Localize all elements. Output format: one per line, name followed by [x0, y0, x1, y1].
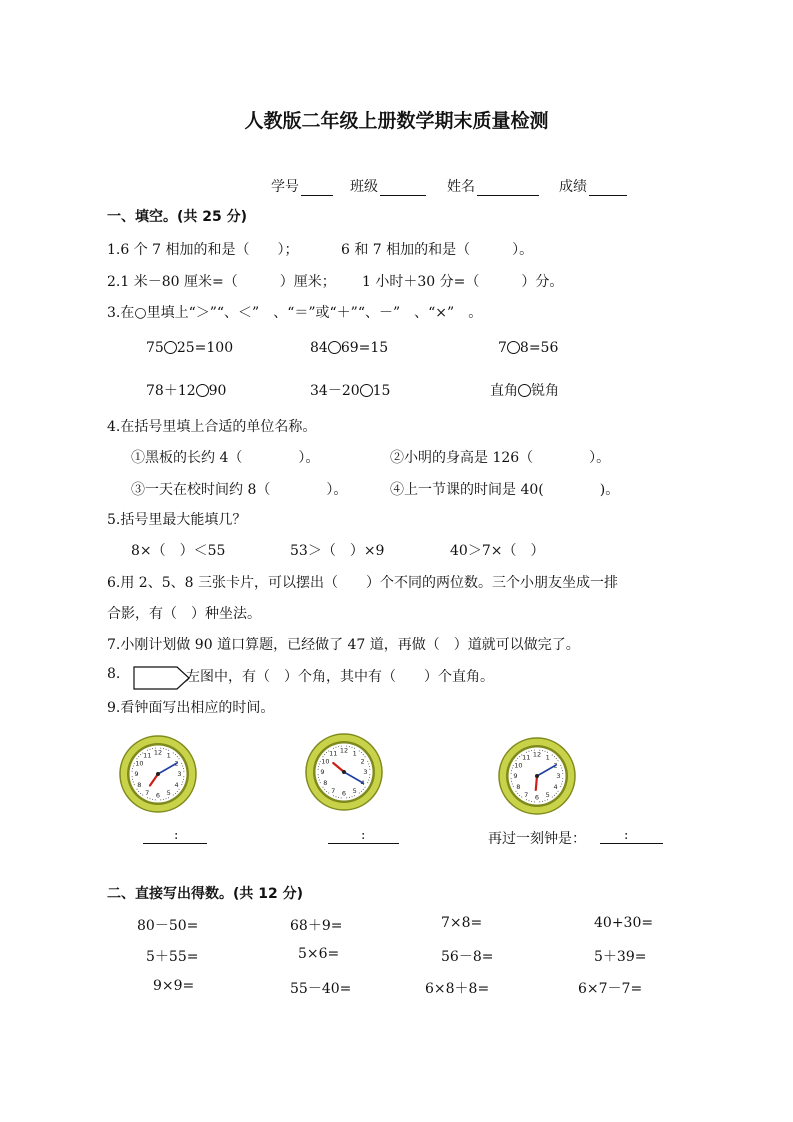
minute-dot — [369, 774, 370, 775]
minute-dot — [511, 781, 512, 782]
section-1-heading: 一、填空。(共 25 分) — [107, 209, 248, 225]
question-5c: 40＞7×（ ） — [450, 543, 545, 559]
compare-circle[interactable] — [518, 384, 531, 397]
compare-left: 7 — [498, 340, 507, 356]
calc-item: 80－50= — [137, 918, 199, 934]
minute-dot — [163, 748, 164, 749]
minute-dot — [547, 799, 548, 800]
minute-dot — [545, 800, 546, 801]
minute-dot — [560, 765, 561, 766]
minute-dot — [134, 784, 135, 785]
minute-dot — [562, 778, 563, 779]
minute-dot — [542, 801, 543, 802]
compare-right: 90 — [208, 383, 227, 399]
minute-dot — [511, 773, 512, 774]
compare-left: 34－20 — [310, 383, 360, 399]
minute-dot — [369, 769, 370, 770]
clock-numeral: 9 — [320, 768, 325, 777]
minute-dot — [142, 795, 143, 796]
minute-dot — [140, 754, 141, 755]
clock-numeral: 5 — [545, 790, 550, 799]
minute-dot — [149, 749, 150, 750]
time-colon-1: : — [174, 828, 179, 843]
minute-dot — [526, 799, 527, 800]
clock-numeral: 6 — [155, 791, 161, 800]
question-6a: 6.用 2、5、8 三张卡片，可以摆出（ ）个不同的两位数。三个小朋友坐成一排 — [107, 575, 618, 591]
class-text: 班级 — [350, 179, 378, 195]
clock-numeral: 10 — [135, 759, 144, 768]
score-blank[interactable] — [589, 181, 627, 196]
minute-dot — [338, 797, 339, 798]
clock-center-pin — [156, 772, 160, 776]
minute-dot — [511, 770, 512, 771]
compare-left: 78＋12 — [146, 383, 196, 399]
time-answer-line-3[interactable] — [600, 843, 663, 844]
compare-item — [146, 340, 233, 356]
question-3: 3.在○里填上“＞”“、＜” 、“＝”或“＋”“、－” 、“×” 。 — [107, 305, 483, 321]
clock-numeral: 6 — [534, 793, 540, 802]
compare-item — [310, 340, 388, 356]
minute-dot — [511, 778, 512, 779]
calc-item: 68＋9= — [290, 918, 343, 934]
question-4d: ④上一节课的时间是 40( )。 — [390, 482, 620, 498]
minute-dot — [513, 786, 514, 787]
question-5b: 53＞（ ）×9 — [290, 543, 385, 559]
question-2b: 1 小时＋30 分=（ ）分。 — [362, 274, 564, 290]
minute-dot — [182, 765, 183, 766]
question-8-number: 8. — [107, 666, 121, 682]
clock-numeral: 2 — [360, 757, 365, 766]
minute-dot — [363, 754, 364, 755]
minute-dot — [519, 756, 520, 757]
question-1a: 1.6 个 7 相加的和是（ ）； — [107, 242, 299, 258]
minute-dot — [542, 750, 543, 751]
minute-dot — [562, 770, 563, 771]
minute-dot — [368, 763, 369, 764]
minute-dot — [319, 780, 320, 781]
minute-dot — [318, 774, 319, 775]
minute-dot — [333, 795, 334, 796]
compare-circle[interactable] — [164, 341, 177, 354]
compare-item — [310, 380, 390, 400]
minute-dot — [132, 776, 133, 777]
minute-dot — [182, 782, 183, 783]
compare-item — [490, 380, 559, 400]
clock-numeral: 1 — [545, 753, 550, 762]
minute-dot — [177, 791, 178, 792]
minute-dot — [328, 793, 329, 794]
minute-dot — [175, 793, 176, 794]
clock-numeral: 9 — [513, 772, 518, 781]
quarter-later-label: 再过一刻钟是： — [488, 831, 586, 847]
student-id-blank[interactable] — [301, 181, 333, 196]
minute-dot — [149, 798, 150, 799]
minute-dot — [183, 779, 184, 780]
pentagon-shape-figure — [133, 666, 191, 690]
hour-hand — [536, 776, 537, 790]
compare-circle[interactable] — [328, 341, 341, 354]
minute-dot — [138, 791, 139, 792]
time-colon-2: : — [361, 828, 366, 843]
compare-circle[interactable] — [360, 384, 373, 397]
page-title: 人教版二年级上册数学期末质量检测 — [244, 110, 549, 132]
minute-dot — [147, 797, 148, 798]
calc-item: 55－40= — [290, 981, 352, 997]
clock-numeral: 12 — [532, 750, 542, 759]
minute-dot — [552, 754, 553, 755]
score-text: 成绩 — [559, 179, 587, 195]
compare-right: 15 — [372, 383, 391, 399]
clock-numeral: 1 — [166, 751, 171, 760]
minute-dot — [318, 777, 319, 778]
clock-numeral: 3 — [556, 772, 561, 781]
minute-dot — [562, 773, 563, 774]
question-7: 7.小刚计划做 90 道口算题，已经做了 47 道，再做（ ）道就可以做完了。 — [107, 637, 580, 653]
minute-dot — [319, 763, 320, 764]
question-4b: ②小明的身高是 126（ ）。 — [390, 450, 611, 466]
compare-left: 75 — [146, 340, 164, 356]
minute-dot — [320, 782, 321, 783]
question-5: 5.括号里最大能填几？ — [107, 512, 247, 528]
minute-dot — [132, 768, 133, 769]
minute-dot — [318, 766, 319, 767]
student-id-text: 学号 — [271, 179, 299, 195]
minute-dot — [175, 754, 176, 755]
clock-numeral: 4 — [174, 780, 179, 789]
minute-dot — [166, 798, 167, 799]
minute-dot — [517, 793, 518, 794]
minute-dot — [521, 797, 522, 798]
name-label — [447, 176, 539, 196]
minute-dot — [177, 756, 178, 757]
clock-numeral: 3 — [177, 770, 182, 779]
minute-dot — [556, 793, 557, 794]
student-id-label — [271, 176, 333, 196]
clock-numeral: 8 — [323, 778, 328, 787]
time-answer-line-2[interactable] — [328, 843, 399, 844]
question-4a: ①黑板的长约 4（ ）。 — [131, 450, 320, 466]
minute-dot — [361, 752, 362, 753]
minute-dot — [183, 768, 184, 769]
clock-face-1 — [118, 734, 198, 814]
minute-dot — [140, 793, 141, 794]
minute-dot — [519, 795, 520, 796]
question-8-text: 左图中，有（ ）个角，其中有（ ）个直角。 — [186, 669, 494, 685]
score-label — [559, 176, 627, 196]
compare-left: 84 — [310, 340, 328, 356]
minute-dot — [359, 750, 360, 751]
minute-dot — [354, 795, 355, 796]
compare-item — [146, 380, 226, 400]
minute-dot — [361, 791, 362, 792]
minute-dot — [562, 781, 563, 782]
clock-numeral: 12 — [339, 746, 349, 755]
calc-item: 56－8= — [441, 949, 494, 965]
name-text: 姓名 — [447, 179, 475, 195]
clock-numeral: 8 — [137, 780, 142, 789]
question-6b: 合影，有（ ）种坐法。 — [107, 606, 261, 622]
time-colon-3: : — [624, 828, 629, 843]
time-answer-line-1[interactable] — [143, 843, 207, 844]
minute-dot — [349, 797, 350, 798]
clock-numeral: 8 — [516, 782, 521, 791]
clock-numeral: 7 — [145, 788, 150, 797]
calc-item: 40+30= — [594, 915, 654, 931]
compare-circle[interactable] — [507, 341, 520, 354]
minute-dot — [318, 769, 319, 770]
minute-dot — [368, 780, 369, 781]
minute-dot — [531, 801, 532, 802]
clock-numeral: 7 — [524, 790, 529, 799]
clock-center-pin — [342, 770, 346, 774]
minute-dot — [335, 796, 336, 797]
clock-numeral: 5 — [352, 786, 357, 795]
minute-dot — [517, 758, 518, 759]
calc-item: 6×8＋8= — [425, 981, 490, 997]
minute-dot — [326, 791, 327, 792]
clock-numeral: 9 — [134, 770, 139, 779]
minute-dot — [324, 754, 325, 755]
minute-dot — [346, 797, 347, 798]
calc-item: 6×7－7= — [578, 981, 643, 997]
clock-face-2 — [304, 732, 384, 812]
name-blank[interactable] — [477, 181, 539, 196]
compare-right: 锐角 — [531, 383, 559, 399]
minute-dot — [181, 784, 182, 785]
clock-numeral: 4 — [553, 782, 558, 791]
minute-dot — [183, 771, 184, 772]
minute-dot — [359, 793, 360, 794]
minute-dot — [168, 797, 169, 798]
minute-dot — [181, 763, 182, 764]
minute-dot — [349, 746, 350, 747]
minute-dot — [166, 749, 167, 750]
compare-right: 25=100 — [176, 340, 234, 356]
minute-dot — [367, 761, 368, 762]
clock-face-3 — [497, 736, 577, 816]
clock-numeral: 7 — [331, 786, 336, 795]
question-5a: 8×（ ）＜55 — [131, 543, 226, 559]
minute-dot — [512, 784, 513, 785]
minute-dot — [552, 797, 553, 798]
compare-right: 69=15 — [340, 340, 389, 356]
clock-numeral: 11 — [329, 749, 338, 758]
minute-dot — [556, 758, 557, 759]
minute-dot — [363, 789, 364, 790]
compare-left: 直角 — [490, 383, 518, 399]
minute-dot — [132, 779, 133, 780]
clock-numeral: 3 — [363, 768, 368, 777]
minute-dot — [512, 767, 513, 768]
calc-item: 7×8= — [441, 915, 483, 931]
minute-dot — [138, 756, 139, 757]
minute-dot — [335, 747, 336, 748]
calc-item: 5＋55= — [146, 949, 199, 965]
compare-right: 8=56 — [519, 340, 559, 356]
class-label — [350, 176, 426, 196]
clock-numeral: 11 — [522, 753, 531, 762]
minute-dot — [163, 799, 164, 800]
calc-item: 9×9= — [153, 978, 195, 994]
question-4c: ③一天在校时间约 8（ ）。 — [131, 482, 348, 498]
minute-dot — [160, 799, 161, 800]
minute-dot — [528, 800, 529, 801]
compare-item — [498, 340, 558, 356]
minute-dot — [183, 776, 184, 777]
class-blank[interactable] — [380, 181, 426, 196]
minute-dot — [173, 752, 174, 753]
minute-dot — [528, 751, 529, 752]
calc-item: 5×6= — [298, 946, 340, 962]
minute-dot — [554, 756, 555, 757]
question-1b: 6 和 7 相加的和是（ ）。 — [341, 242, 534, 258]
minute-dot — [554, 795, 555, 796]
minute-dot — [152, 799, 153, 800]
minute-dot — [326, 752, 327, 753]
clock-numeral: 12 — [153, 748, 163, 757]
minute-dot — [545, 751, 546, 752]
minute-dot — [133, 765, 134, 766]
minute-dot — [369, 777, 370, 778]
clock-numeral: 1 — [352, 749, 357, 758]
minute-dot — [561, 784, 562, 785]
clock-numeral: 6 — [341, 789, 347, 798]
minute-dot — [561, 767, 562, 768]
clock-numeral: 11 — [143, 751, 152, 760]
clock-numeral: 10 — [514, 761, 523, 770]
minute-dot — [132, 771, 133, 772]
minute-dot — [324, 789, 325, 790]
minute-dot — [367, 782, 368, 783]
question-4: 4.在括号里填上合适的单位名称。 — [107, 419, 317, 435]
question-2a: 2.1 米－80 厘米=（ ）厘米； — [107, 274, 336, 290]
clock-center-pin — [535, 774, 539, 778]
section-2-heading: 二、直接写出得数。(共 12 分) — [107, 886, 304, 902]
question-9: 9.看钟面写出相应的时间。 — [107, 700, 275, 716]
minute-dot — [173, 795, 174, 796]
minute-dot — [133, 782, 134, 783]
minute-dot — [352, 796, 353, 797]
minute-dot — [352, 747, 353, 748]
compare-circle[interactable] — [196, 384, 209, 397]
clock-numeral: 5 — [166, 788, 171, 797]
calc-item: 5＋39= — [594, 949, 647, 965]
minute-dot — [369, 766, 370, 767]
clock-numeral: 10 — [321, 757, 330, 766]
minute-dot — [539, 801, 540, 802]
minute-dot — [560, 786, 561, 787]
